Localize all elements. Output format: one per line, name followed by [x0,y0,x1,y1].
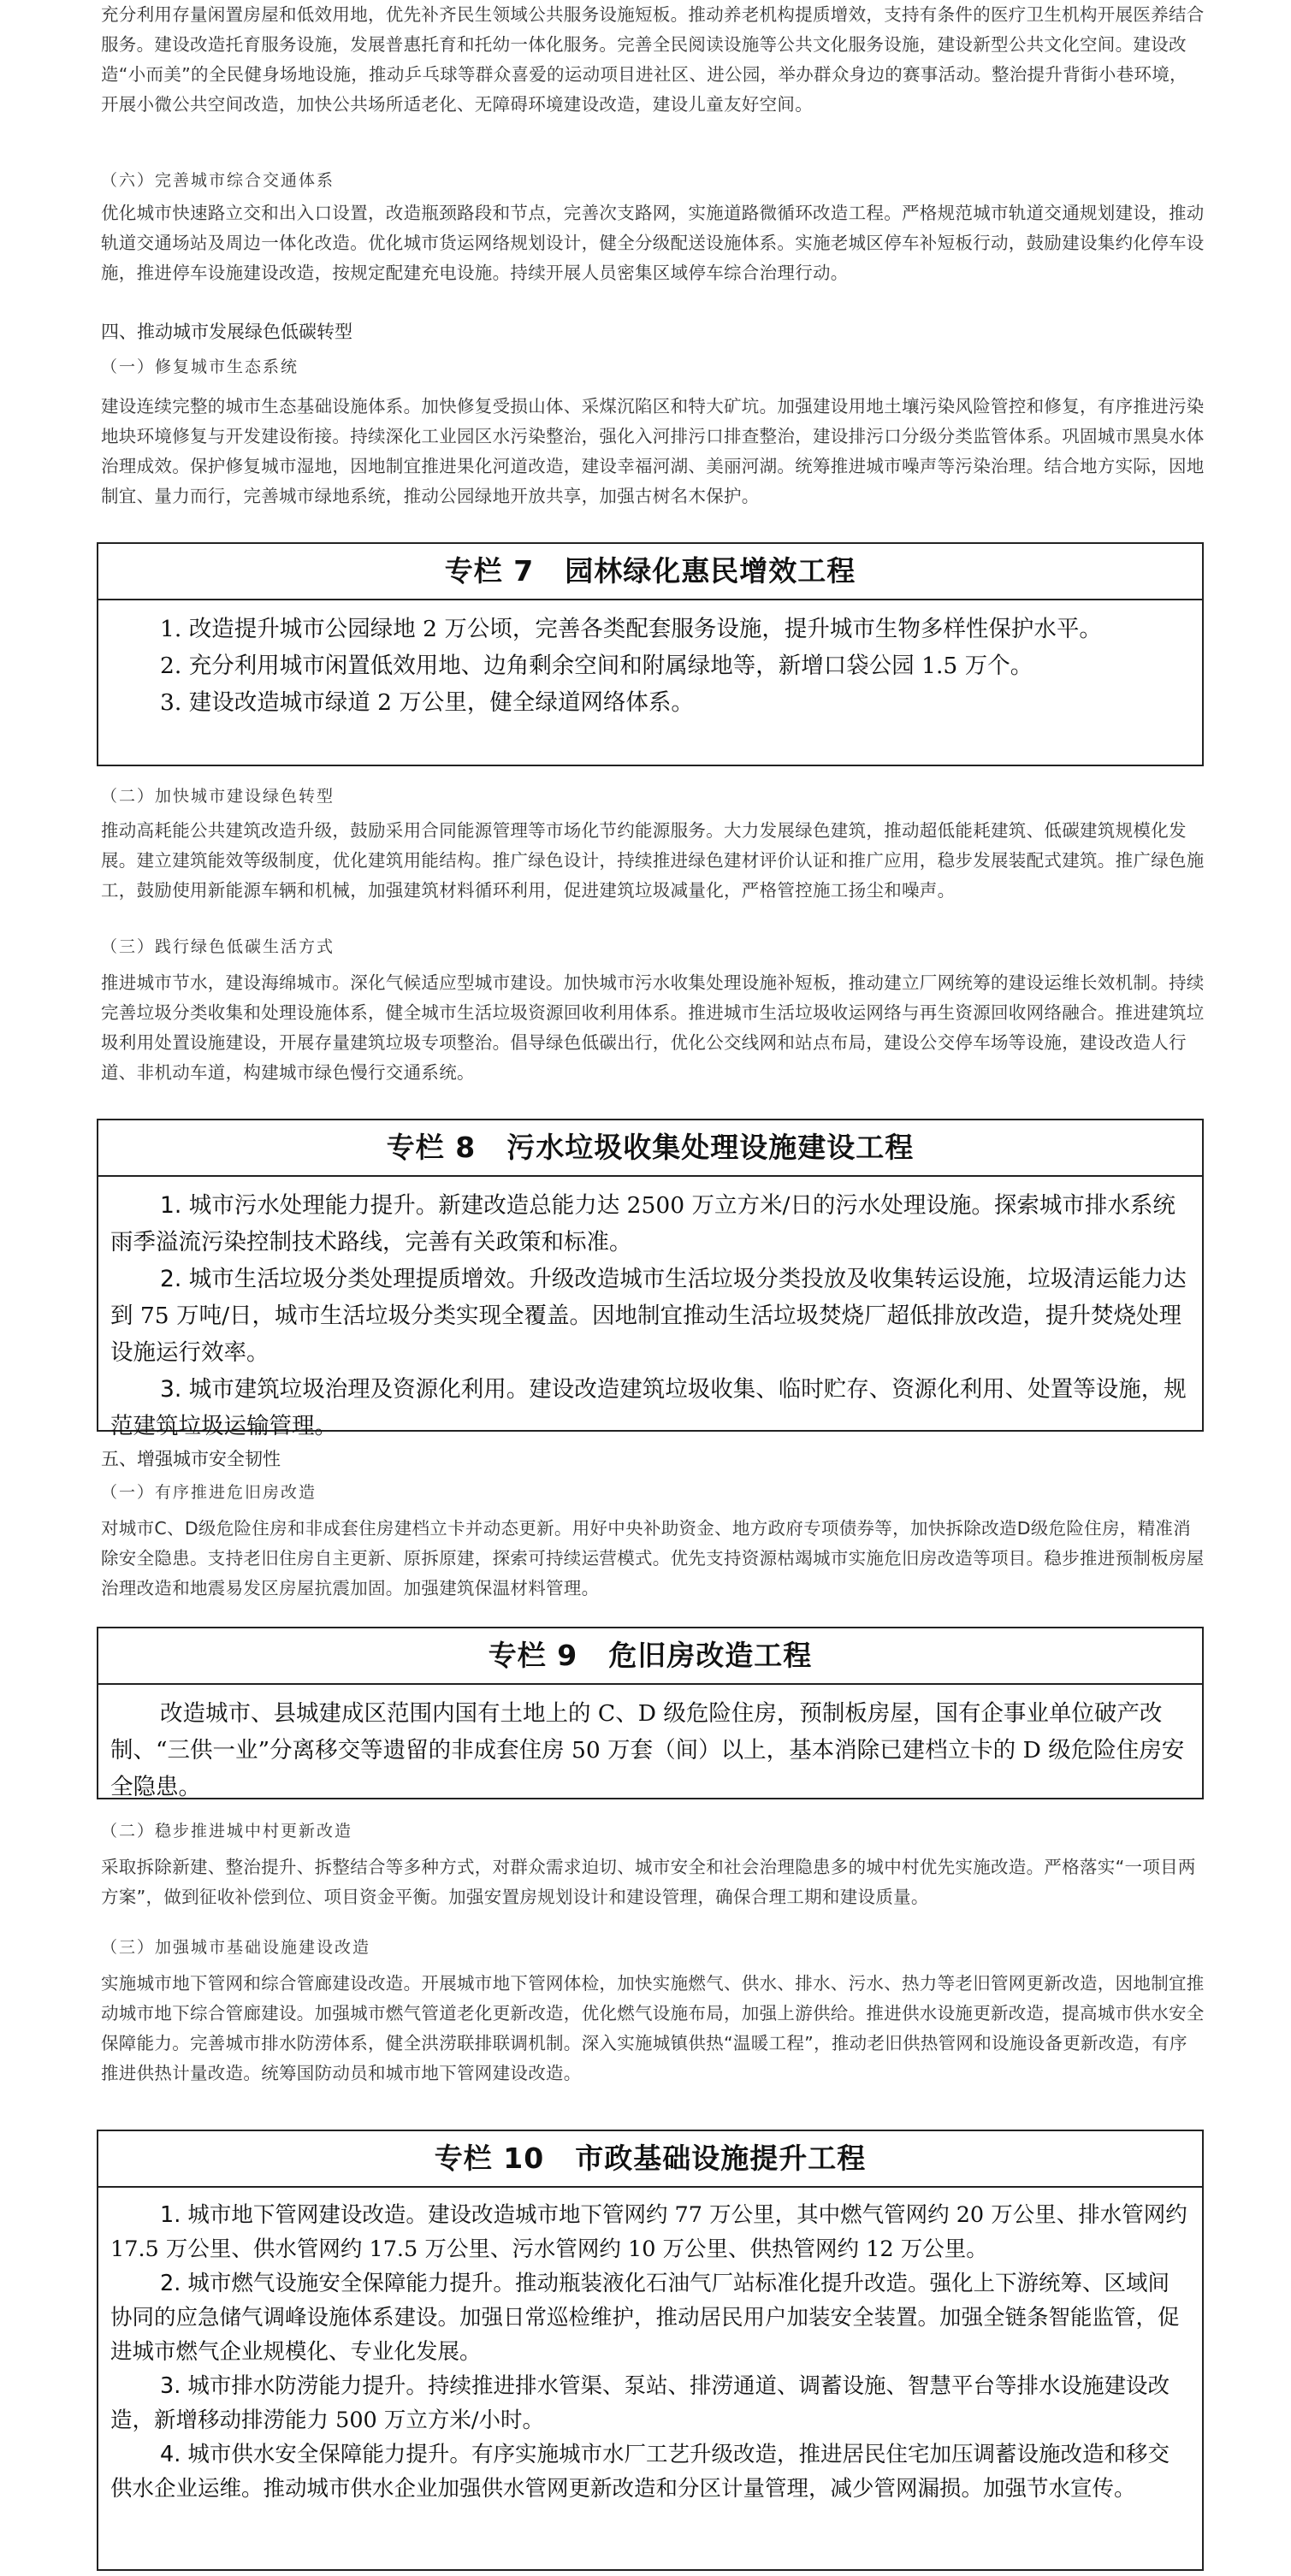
heading-infrastructure: （三）加强城市基础设施建设改造 [101,1938,371,1957]
heading-green-low-carbon: 四、推动城市发展绿色低碳转型 [101,322,352,342]
box-7-number: 专栏 7 [444,554,535,588]
heading-ecology: （一）修复城市生态系统 [101,357,299,376]
paragraph-transport: 优化城市快速路立交和出入口设置，改造瓶颈路段和节点，完善次支路网，实施道路微循环改造工程。严格规范城市轨道交通规划建设，推动轨道交通场站及周边一体化改造。优化城市货运网络规划设计，健全分级配送设施体系。实施老城区停车补短板行动，鼓励建设集约化停车设施，推进停车设施建设改造，按规定配建充电设施。持续开展人员密集区域停车综合治理行动。 [101,203,1205,283]
heading-urban-village: （二）稳步推进城中村更新改造 [101,1822,353,1840]
paragraph-ecology: 建设连续完整的城市生态基础设施体系。加快修复受损山体、采煤沉陷区和特大矿坑。加强建设用地土壤污染风险管控和修复，有序推进污染地块环境修复与开发建设衔接。持续深化工业园区水污染整治，强化入河排污口排查整治，建设排污口分级分类监管体系。巩固城市黑臭水体治理成效。保护修复城市湿地，因地制宜推进果化河道改造，建设幸福河湖、美丽河湖。统筹推进城市噪声等污染治理。结合地方实际，因地制宜、量力而行，完善城市绿地系统，推动公园绿地开放共享，加强古树名木保护。 [101,396,1205,506]
box-10-name: 市政基础设施提升工程 [575,2142,867,2175]
box-7-item: 3. 建设改造城市绿道 2 万公里，健全绿道网络体系。 [160,689,694,716]
paragraph-green-construction: 推动高耗能公共建筑改造升级，鼓励采用合同能源管理等市场化节约能源服务。大力发展绿色建筑，推动超低能耗建筑、低碳建筑规模化发展。建立建筑能效等级制度，优化建筑用能结构。推广绿色设计，持续推进绿色建材评价认证和推广应用，稳步发展装配式建筑。推广绿色施工，鼓励使用新能源车辆和机械，加强建筑材料循环利用，促进建筑垃圾减量化，严格管控施工扬尘和噪声。 [101,820,1205,901]
heading-green-lifestyle: （三）践行绿色低碳生活方式 [101,937,335,956]
box-10-title [98,2131,1202,2188]
box-10-item: 2. 城市燃气设施安全保障能力提升。推动瓶装液化石油气厂站标准化提升改造。强化上下游统筹、区域间协同的应急储气调峰设施体系建设。加强日常巡检维护，推动居民用户加装安全装置。加强全链条智能监管，促进城市燃气企业规模化、专业化发展。 [110,2271,1180,2365]
paragraph-urban-village: 采取拆除新建、整治提升、拆整结合等多种方式，对群众需求迫切、城市安全和社会治理隐患多的城中村优先实施改造。严格落实“一项目两方案”，做到征收补偿到位、项目资金平衡。加强安置房规划设计和建设管理，确保合理工期和建设质量。 [101,1857,1196,1907]
box-10-number: 专栏 10 [434,2142,545,2175]
box-8-item: 1. 城市污水处理能力提升。新建改造总能力达 2500 万立方米/日的污水处理设施。探索城市排水系统雨季溢流污染控制技术路线，完善有关政策和标准。 [110,1192,1176,1256]
column-box-7 [97,542,1204,766]
box-8-title [98,1120,1202,1177]
heading-city-safety: 五、增强城市安全韧性 [101,1449,281,1469]
column-box-9 [97,1627,1204,1799]
paragraph-infrastructure: 实施城市地下管网和综合管廊建设改造。开展城市地下管网体检，加快实施燃气、供水、排水、污水、热力等老旧管网更新改造，因地制宜推动城市地下综合管廊建设。加强城市燃气管道老化更新改造，优化燃气设施布局，加强上游供给。推进供水设施更新改造，提高城市供水安全保障能力。完善城市排水防涝体系，健全洪涝联排联调机制。深入实施城镇供热“温暖工程”，推动老旧供热管网和设施设备更新改造，有序推进供热计量改造。统筹国防动员和城市地下管网建设改造。 [101,1973,1205,2083]
box-9-name: 危旧房改造工程 [608,1639,813,1672]
paragraph-green-lifestyle: 推进城市节水，建设海绵城市。深化气候适应型城市建设。加快城市污水收集处理设施补短板，推动建立厂网统筹的建设运维长效机制。持续完善垃圾分类收集和处理设施体系，健全城市生活垃圾资源回收利用体系。推进城市生活垃圾收运网络与再生资源回收网络融合。推进建筑垃圾利用处置设施建设，开展存量建筑垃圾专项整治。倡导绿色低碳出行，优化公交线网和站点布局，建设公交停车场等设施，建设改造人行道、非机动车道，构建城市绿色慢行交通系统。 [101,972,1205,1083]
heading-green-construction: （二）加快城市建设绿色转型 [101,787,335,806]
box-7-item: 1. 改造提升城市公园绿地 2 万公顷，完善各类配套服务设施，提升城市生物多样性保护水平。 [160,616,1102,642]
box-8-number: 专栏 8 [386,1131,477,1164]
box-9-number: 专栏 9 [488,1639,578,1672]
box-8-item: 3. 城市建筑垃圾治理及资源化利用。建设改造建筑垃圾收集、临时贮存、资源化利用、处置等设施，规范建筑垃圾运输管理。 [110,1376,1187,1439]
box-10-item: 4. 城市供水安全保障能力提升。有序实施城市水厂工艺升级改造，推进居民住宅加压调蓄设施改造和移交供水企业运维。推动城市供水企业加强供水管网更新改造和分区计量管理，减少管网漏损。加强节水宣传。 [110,2442,1170,2502]
heading-transport: （六）完善城市综合交通体系 [101,171,335,190]
box-9-title [98,1628,1202,1685]
heading-housing-renovation: （一）有序推进危旧房改造 [101,1483,317,1502]
paragraph-public-services: 充分利用存量闲置房屋和低效用地，优先补齐民生领域公共服务设施短板。推动养老机构提质增效，支持有条件的医疗卫生机构开展医养结合服务。建设改造托育服务设施，发展普惠托育和托幼一体化服务。完善全民阅读设施等公共文化服务设施，建设新型公共文化空间。建设改造“小而美”的全民健身场地设施，推动乒乓球等群众喜爱的运动项目进社区、进公园，举办群众身边的赛事活动。整治提升背街小巷环境，开展小微公共空间改造，加快公共场所适老化、无障碍环境建设改造，建设儿童友好空间。 [101,4,1205,115]
box-7-name: 园林绿化惠民增效工程 [565,554,856,588]
box-10-item: 3. 城市排水防涝能力提升。持续推进排水管渠、泵站、排涝通道、调蓄设施、智慧平台等排水设施建设改造，新增移动排涝能力 500 万立方米/小时。 [110,2373,1170,2433]
box-7-title [98,544,1202,600]
box-10-item: 1. 城市地下管网建设改造。建设改造城市地下管网约 77 万公里，其中燃气管网约 20 万公里、排水管网约 17.5 万公里、供水管网约 17.5 万公里、污水管网约 10 万公里、供热管网约 12 万公里。 [110,2202,1187,2262]
box-7-item: 2. 充分利用城市闲置低效用地、边角剩余空间和附属绿地等，新增口袋公园 1.5 万个。 [160,653,1033,679]
box-8-item: 2. 城市生活垃圾分类处理提质增效。升级改造城市生活垃圾分类投放及收集转运设施，垃圾清运能力达到 75 万吨/日，城市生活垃圾分类实现全覆盖。因地制宜推动生活垃圾焚烧厂超低排放改造，提升焚烧处理设施运行效率。 [110,1266,1187,1366]
paragraph-housing-renovation: 对城市C、D级危险住房和非成套住房建档立卡并动态更新。用好中央补助资金、地方政府专项债券等，加快拆除改造D级危险住房，精准消除安全隐患。支持老旧住房自主更新、原拆原建，探索可持续运营模式。优先支持资源枯竭城市实施危旧房改造等项目。稳步推进预制板房屋治理改造和地震易发区房屋抗震加固。加强建筑保温材料管理。 [101,1518,1205,1598]
box-9-text: 改造城市、县城建成区范围内国有土地上的 C、D 级危险住房，预制板房屋，国有企事业单位破产改制、“三供一业”分离移交等遗留的非成套住房 50 万套（间）以上，基本消除已建档立卡的 D 级危险住房安全隐患。 [110,1700,1185,1800]
column-box-10 [97,2130,1204,2571]
box-8-name: 污水垃圾收集处理设施建设工程 [506,1131,915,1164]
column-box-8 [97,1119,1204,1439]
